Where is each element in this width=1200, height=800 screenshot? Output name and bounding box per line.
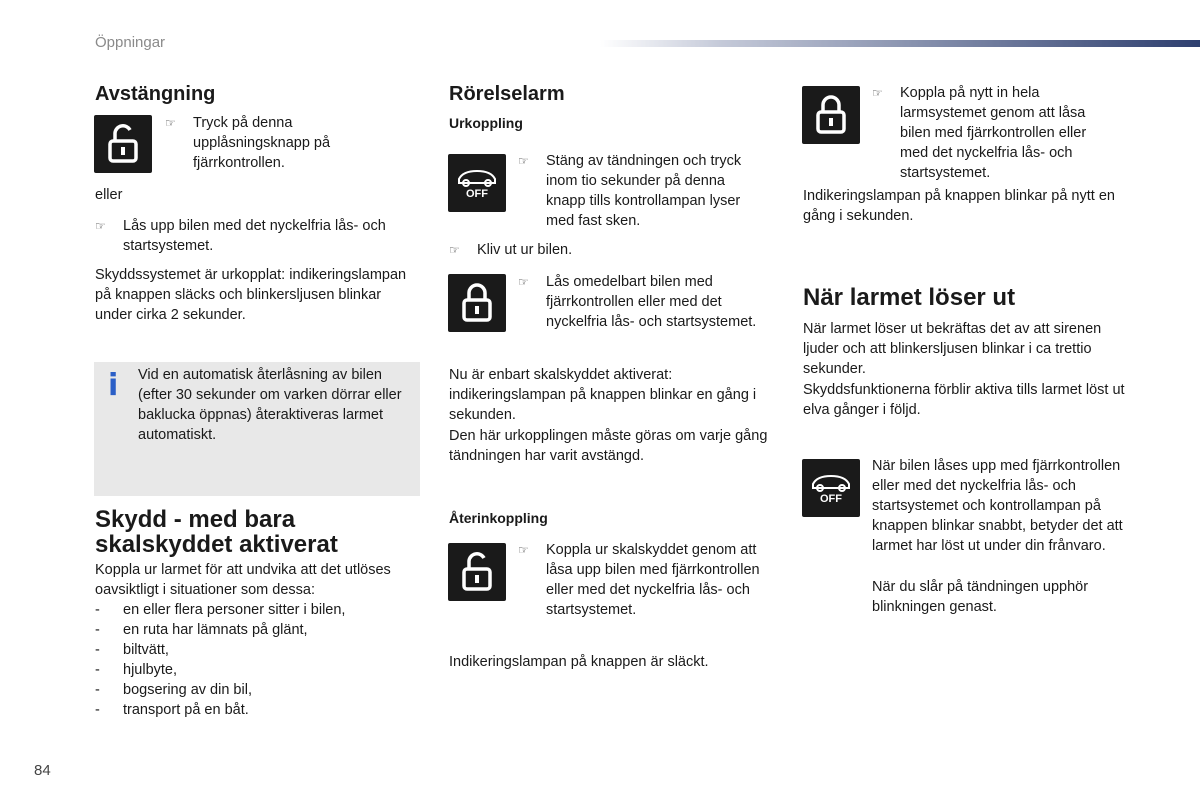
paragraph: När larmet löser ut bekräftas det av att sirenen ljuder och att blinkersljusen blinkar i ca trettio sekunder. [803,321,1102,377]
list-item: - bogsering av din bil, [95,682,252,698]
paragraph: Koppla ur larmet för att undvika att det utlöses oavsiktligt i situationer som dessa: [95,562,391,598]
bullet-item: ☞ Lås omedelbart bilen med fjärrkontrollen eller med det nyckelfria lås- och startsystemet. [518,274,757,330]
heading-urkoppling: Urkoppling [449,115,523,131]
heading-nar-larmet: När larmet löser ut [803,284,1016,311]
off-label: OFF [466,188,488,200]
bullet-item: ☞ Lås upp bilen med det nyckelfria lås- och startsystemet. [95,218,386,254]
off-label: OFF [820,493,842,505]
header-bar [600,40,1200,47]
bullet-item: ☞ Tryck på denna upplåsningsknapp på fjärrkontrollen. [165,115,331,171]
unlock-icon [94,115,152,173]
paragraph: Skyddsfunktionerna förblir aktiva tills larmet löst ut elva gånger i följd. [803,382,1125,418]
heading-skydd: Skydd - med bara skalskyddet aktiverat [95,506,338,558]
paragraph: Indikeringslampan på knappen är släckt. [449,654,709,670]
bullet-item: ☞ Koppla på nytt in hela larmsystemet genom att låsa bilen med fjärrkontrollen eller med det nyckelfria lås- och startsystemet. [872,85,1087,181]
list-item: - en eller flera personer sitter i bilen, [95,602,346,618]
paragraph: Nu är enbart skalskyddet aktiverat: indikeringslampan på knappen blinkar en gång i sekunden. [449,367,757,423]
bullet-item: ☞ Stäng av tändningen och tryck inom tio sekunder på denna knapp tills kontrollampan lyser med fast sken. [518,153,742,229]
alarm-off-icon [448,154,506,212]
bullet-item: ☞ Koppla ur skalskyddet genom att låsa upp bilen med fjärrkontrollen eller med det nyckelfria lås- och startsystemet. [518,542,760,618]
paragraph: Indikeringslampan på knappen blinkar på nytt en gång i sekunden. [803,188,1115,224]
lock-icon [802,86,860,144]
page-number: 84 [34,762,51,779]
text-eller: eller [95,187,123,203]
paragraph: När du slår på tändningen upphör blinkningen genast. [872,579,1089,615]
running-header: Öppningar [95,34,166,51]
paragraph: När bilen låses upp med fjärrkontrollen eller med det nyckelfria lås- och startsystemet och kontrollampan på knappen blinkar snabbt, betyder det att larmet har löst ut under din frånvaro. [872,458,1123,554]
lock-icon [448,274,506,332]
list-item: - en ruta har lämnats på glänt, [95,622,308,638]
info-icon: i [108,368,119,403]
heading-rorelselarm: Rörelselarm [449,83,565,105]
bullet-item: ☞ Kliv ut ur bilen. [449,242,573,258]
list-item: - transport på en båt. [95,702,249,718]
info-text: Vid en automatisk återlåsning av bilen (efter 30 sekunder om varken dörrar eller baklucka öppnas) återaktiveras larmet automatiskt. [138,367,402,443]
unlock-icon [448,543,506,601]
list-item: - hjulbyte, [95,662,178,678]
heading-aterinkoppling: Återinkoppling [449,510,548,526]
list-item: - biltvätt, [95,642,169,658]
heading-avstangning: Avstängning [95,83,216,105]
paragraph: Den här urkopplingen måste göras om varje gång tändningen har varit avstängd. [449,428,768,464]
alarm-off-icon [802,459,860,517]
paragraph: Skyddssystemet är urkopplat: indikeringslampan på knappen släcks och blinkersljusen blinkar under cirka 2 sekunder. [95,267,407,323]
